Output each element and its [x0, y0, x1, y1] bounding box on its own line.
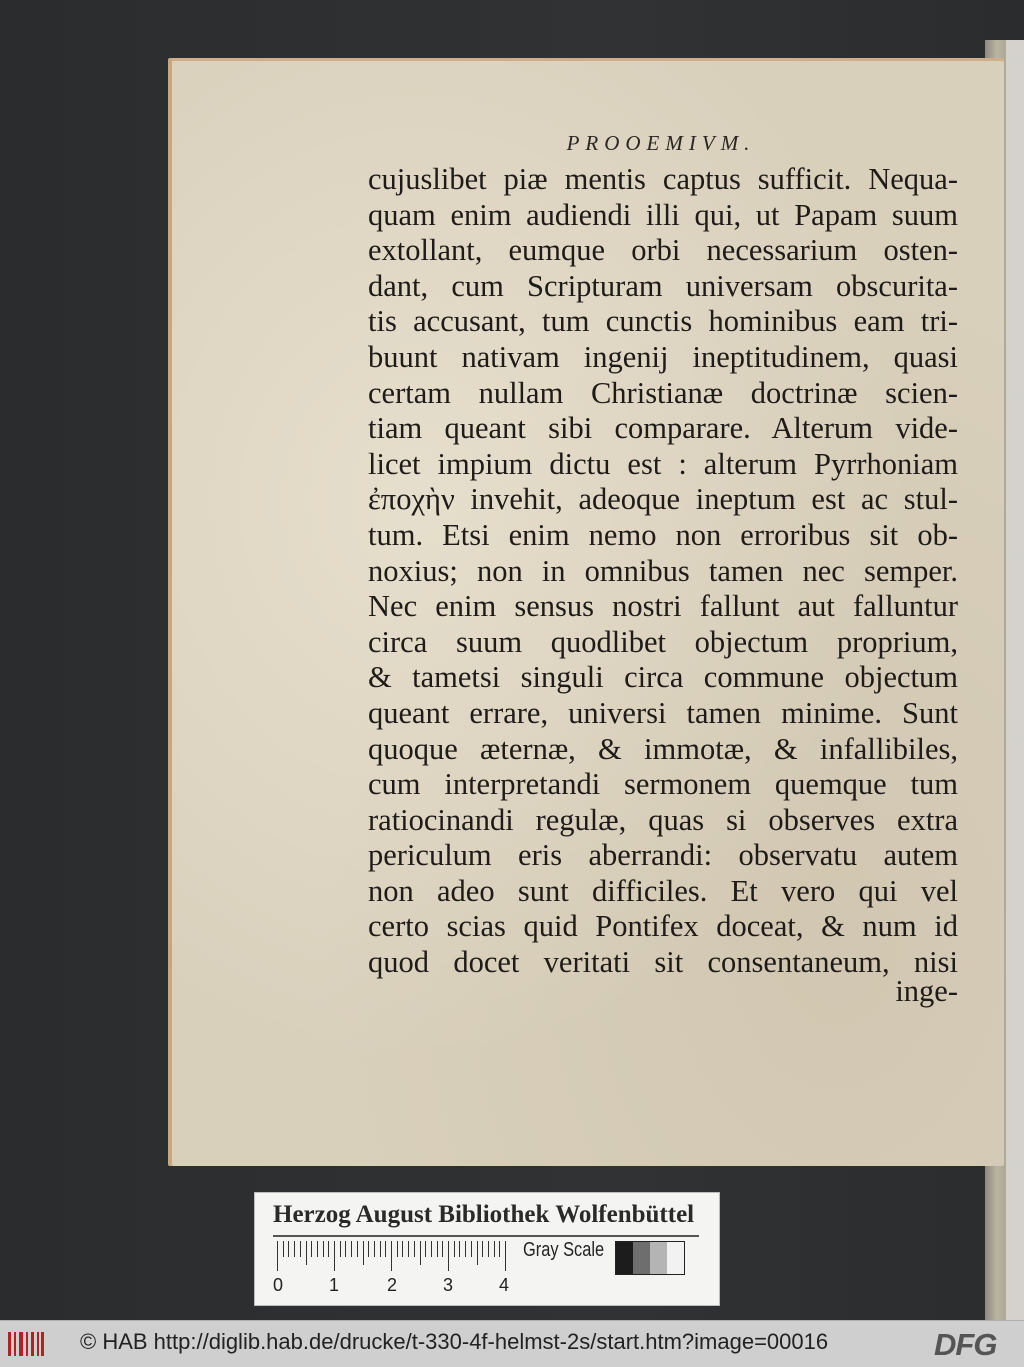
ruler-tick: [300, 1241, 301, 1257]
text-line: extollant, eumque orbi necessarium osten-: [368, 233, 958, 268]
ruler-tick: [317, 1241, 318, 1257]
ruler-tick: [482, 1241, 483, 1257]
viewer-footer: [0, 1320, 1024, 1367]
text-line: buunt nativam ingenij ineptitudinem, quasi: [368, 339, 958, 374]
ruler-tick: [380, 1241, 381, 1257]
text-line: licet impium dictu est : alterum Pyrrhoniam: [368, 446, 958, 481]
ruler-tick: [357, 1241, 358, 1257]
measurement-ruler: [277, 1241, 511, 1271]
text-line: cujuslibet piæ mentis captus sufficit. Nequa-: [368, 162, 958, 196]
ruler-tick: [294, 1241, 295, 1257]
ruler-tick: [328, 1241, 329, 1257]
dfg-logo: DFG: [934, 1327, 997, 1362]
gray-swatch: [616, 1242, 633, 1274]
library-name: Herzog August Bibliothek Wolfenbüttel: [273, 1201, 695, 1228]
ruler-tick: [442, 1241, 443, 1257]
ruler-tick: [397, 1241, 398, 1257]
ruler-tick: [499, 1241, 500, 1257]
text-line: tiam queant sibi comparare. Alterum vide-: [368, 411, 958, 446]
ruler-tick: [505, 1241, 506, 1271]
ruler-label-1: 1: [329, 1275, 340, 1295]
gray-swatch: [633, 1242, 650, 1274]
ruler-tick: [471, 1241, 472, 1257]
text-line: tum. Etsi enim nemo non erroribus sit ob-: [368, 517, 958, 552]
gray-swatch: [667, 1242, 684, 1274]
text-line: circa suum quodlibet objectum proprium,: [368, 624, 958, 659]
ruler-tick: [283, 1241, 284, 1257]
ruler-labels: [273, 1275, 533, 1297]
ruler-tick: [311, 1241, 312, 1257]
ruler-tick: [385, 1241, 386, 1257]
grayscale-swatches: [615, 1241, 685, 1275]
ruler-tick: [306, 1241, 307, 1265]
text-line: quoque æternæ, & immotæ, & infallibiles,: [368, 731, 958, 766]
ruler-tick: [459, 1241, 460, 1257]
text-line: certam nullam Christianæ doctrinæ scien-: [368, 375, 958, 410]
ruler-label-2: 2: [387, 1275, 398, 1295]
ruler-tick: [437, 1241, 438, 1257]
catchword: inge-: [895, 974, 958, 1008]
ruler-tick: [345, 1241, 346, 1257]
ruler-tick: [408, 1241, 409, 1257]
scanner-edge-strip: [1006, 40, 1024, 1320]
ruler-tick: [420, 1241, 421, 1265]
ruler-tick: [334, 1241, 335, 1271]
ruler-tick: [391, 1241, 392, 1271]
book-page: [168, 58, 1004, 1166]
ruler-tick: [374, 1241, 375, 1257]
ruler-tick: [368, 1241, 369, 1257]
ruler-label-3: 3: [443, 1275, 454, 1295]
text-line: cum interpretandi sermonem quemque tum: [368, 767, 958, 802]
text-line: queant errare, universi tamen minime. Sunt: [368, 695, 958, 730]
text-line: & tametsi singuli circa commune objectum: [368, 660, 958, 695]
ruler-tick: [425, 1241, 426, 1257]
copyright-url[interactable]: © HAB http://diglib.hab.de/drucke/t-330-4f-helmst-2s/start.htm?image=00016: [80, 1329, 829, 1354]
ruler-tick: [351, 1241, 352, 1257]
text-line: dant, cum Scripturam universam obscurita-: [368, 268, 958, 303]
ruler-tick: [414, 1241, 415, 1257]
ruler-label-0: 0: [273, 1275, 284, 1295]
text-line: quam enim audiendi illi qui, ut Papam suum: [368, 197, 958, 232]
body-text: [368, 162, 958, 981]
text-line: tis accusant, tum cunctis hominibus eam tri-: [368, 304, 958, 339]
ruler-tick: [488, 1241, 489, 1257]
ruler-tick: [288, 1241, 289, 1257]
ruler-tick: [494, 1241, 495, 1257]
text-line: periculum eris aberrandi: observatu autem: [368, 838, 958, 873]
color-chart-card: [254, 1192, 720, 1306]
text-line: certo scias quid Pontifex doceat, & num id: [368, 909, 958, 944]
ruler-tick: [477, 1241, 478, 1265]
text-line: Nec enim sensus nostri fallunt aut falluntur: [368, 589, 958, 624]
gray-swatch: [650, 1242, 667, 1274]
ruler-tick: [402, 1241, 403, 1257]
text-line: quod docet veritati sit consentaneum, nisi: [368, 945, 958, 980]
ruler-tick: [277, 1241, 278, 1271]
hab-barcode-logo-icon: [6, 1329, 46, 1359]
ruler-tick: [340, 1241, 341, 1257]
grayscale-label: Gray Scale: [523, 1239, 605, 1261]
text-line: noxius; non in omnibus tamen nec semper.: [368, 553, 958, 588]
text-line: ἐποχὴν invehit, adeoque ineptum est ac stul-: [368, 482, 958, 517]
ruler-tick: [454, 1241, 455, 1257]
running-head: PROOEMIVM.: [566, 131, 756, 155]
ruler-tick: [431, 1241, 432, 1257]
ruler-tick: [448, 1241, 449, 1271]
text-line: ratiocinandi regulæ, quas si observes extra: [368, 802, 958, 837]
ruler-label-4: 4: [499, 1275, 510, 1295]
title-divider: [273, 1235, 699, 1237]
ruler-tick: [465, 1241, 466, 1257]
text-line: non adeo sunt difficiles. Et vero qui vel: [368, 873, 958, 908]
ruler-tick: [323, 1241, 324, 1257]
ruler-tick: [363, 1241, 364, 1265]
